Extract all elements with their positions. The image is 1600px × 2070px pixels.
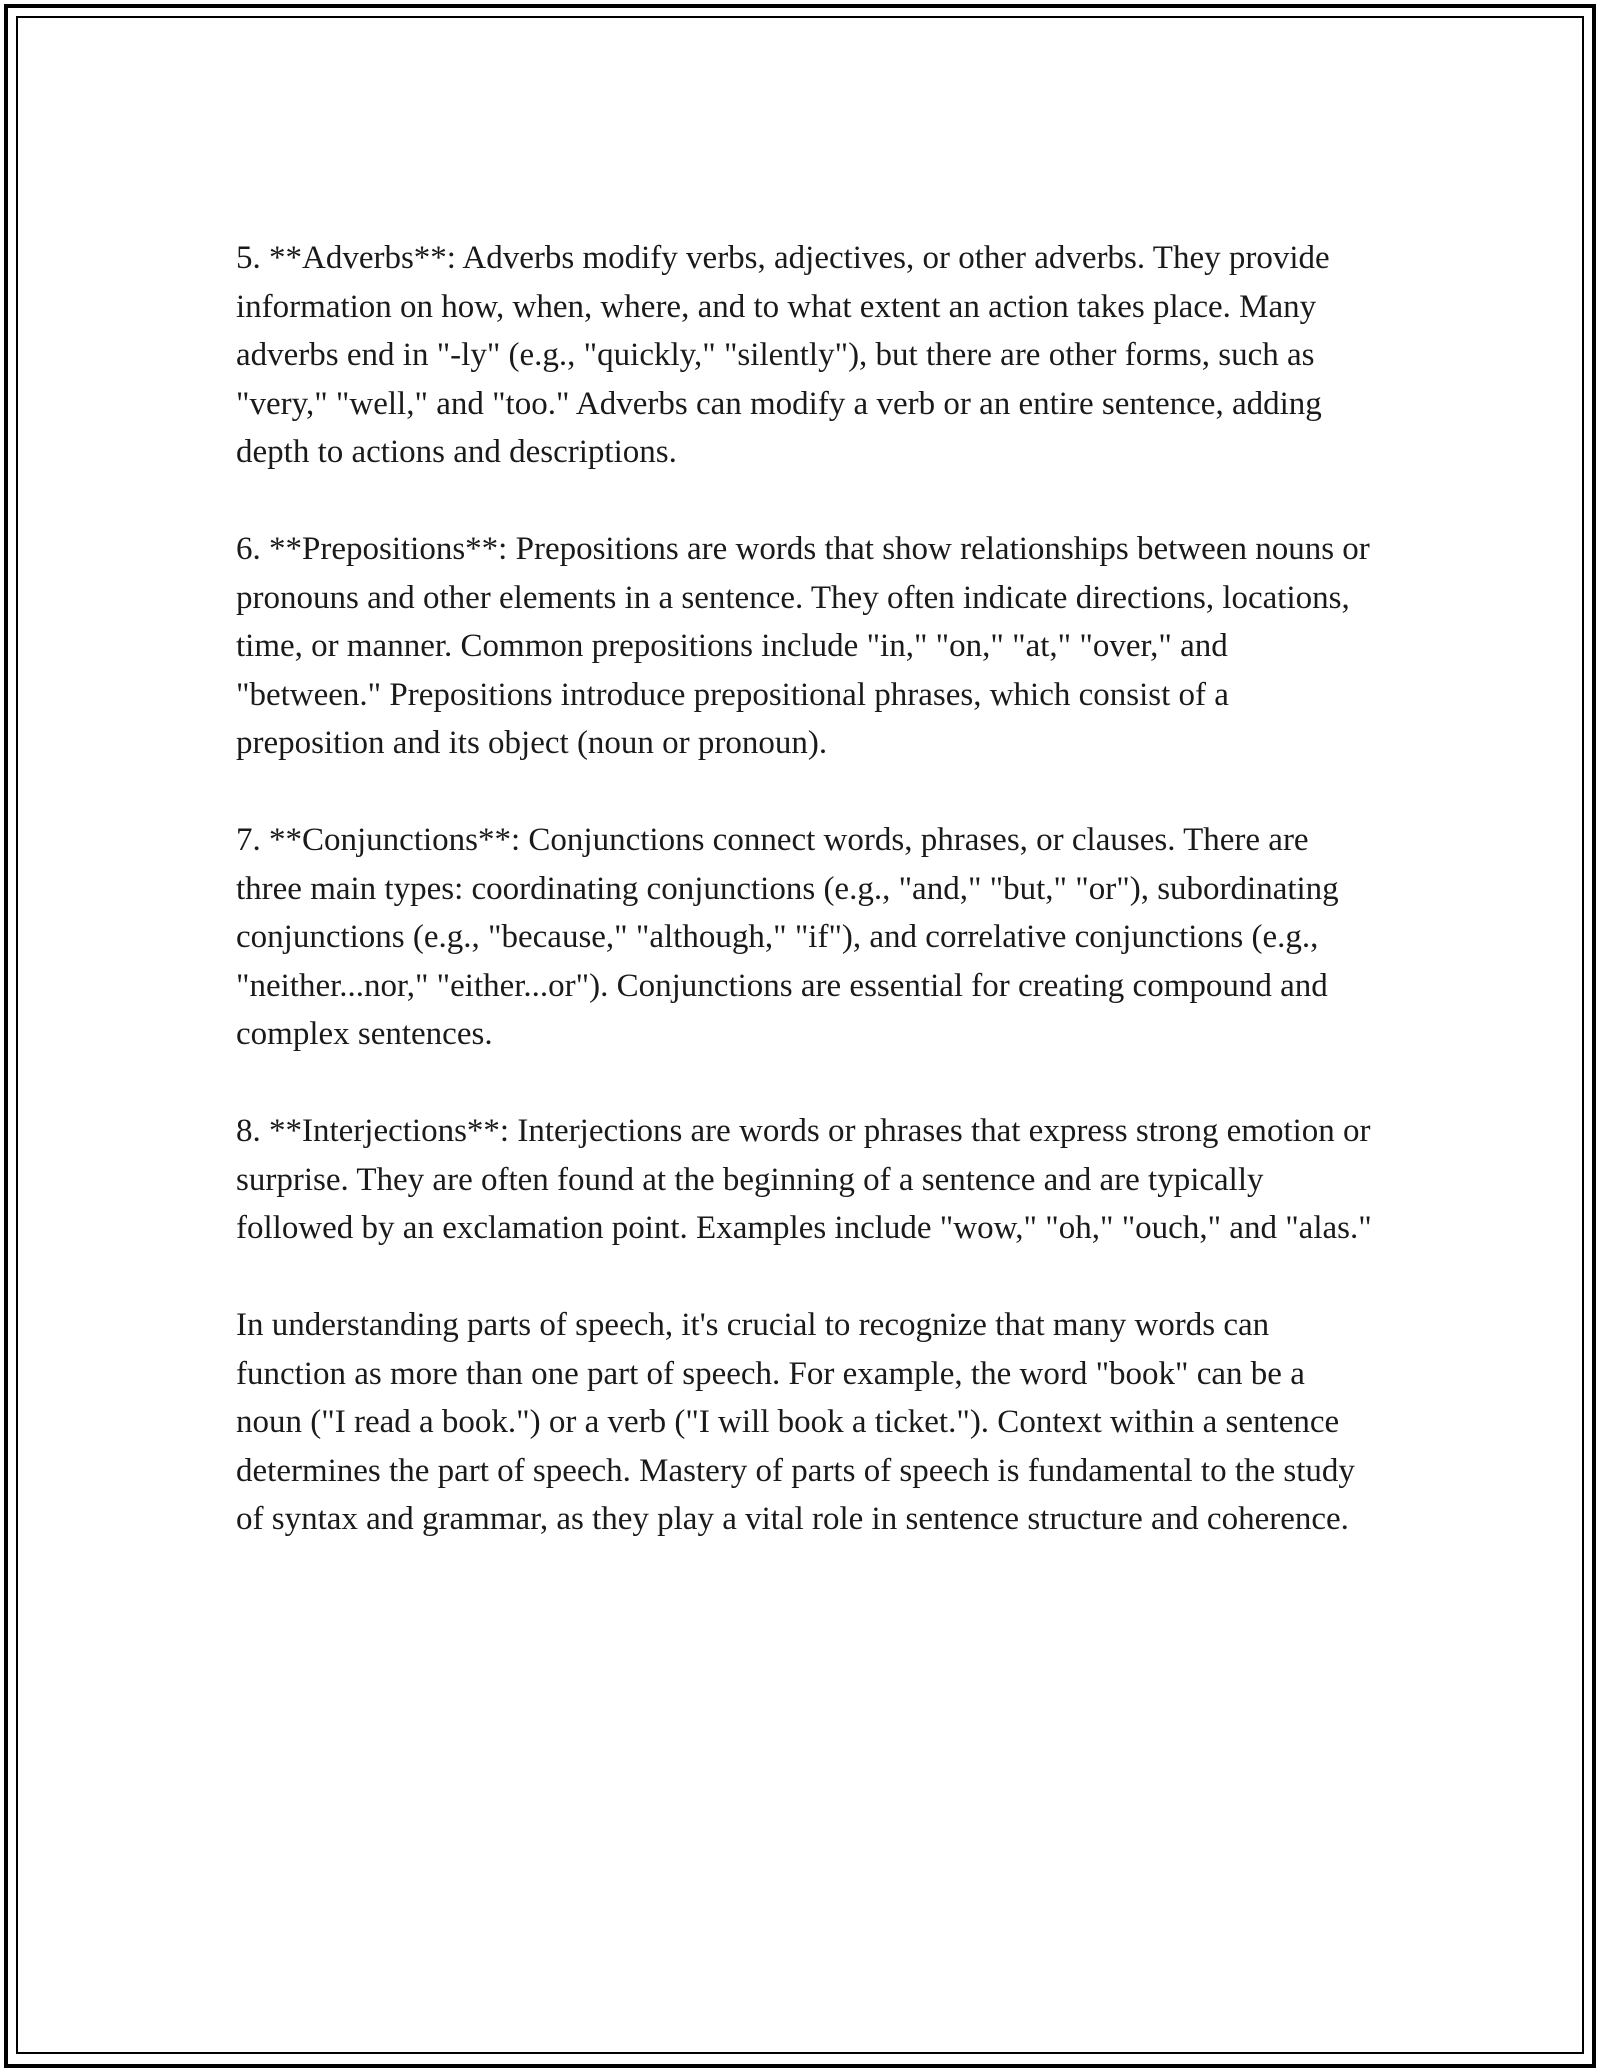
paragraph-prepositions: 6. **Prepositions**: Prepositions are words that show relationships between nouns or pronouns and other elements in a sentence. They often indicate directions, locations, time, or manner. Common prepositions include "in," "on," "at," "over," and "between." Prepositions introduce prepositional phrases, which consist of a preposition and its object (noun or pronoun). <box>236 531 1370 761</box>
paragraph-adverbs: 5. **Adverbs**: Adverbs modify verbs, adjectives, or other adverbs. They provide information on how, when, where, and to what extent an action takes place. Many adverbs end in "-ly" (e.g., "quickly," "silently"), but there are other forms, such as "very," "well," and "too." Adverbs can modify a verb or an entire sentence, adding depth to actions and descriptions. <box>236 240 1330 470</box>
paragraph-conclusion: In understanding parts of speech, it's crucial to recognize that many words can function as more than one part of speech. For example, the word "book" can be a noun ("I read a book.") or a verb ("I will book a ticket."). Context within a sentence determines the part of speech. Mastery of parts of speech is fundamental to the study of syntax and grammar, as they play a vital role in sentence structure and coherence. <box>236 1307 1355 1537</box>
document-body <box>236 234 1376 1544</box>
paragraph-conjunctions: 7. **Conjunctions**: Conjunctions connect words, phrases, or clauses. There are three main types: coordinating conjunctions (e.g., "and," "but," "or"), subordinating conjunctions (e.g., "because," "although," "if"), and correlative conjunctions (e.g., "neither...nor," "either...or"). Conjunctions are essential for creating compound and complex sentences. <box>236 822 1339 1052</box>
paragraph-interjections: 8. **Interjections**: Interjections are words or phrases that express strong emotion or surprise. They are often found at the beginning of a sentence and are typically followed by an exclamation point. Examples include "wow," "oh," "ouch," and "alas." <box>236 1113 1372 1246</box>
